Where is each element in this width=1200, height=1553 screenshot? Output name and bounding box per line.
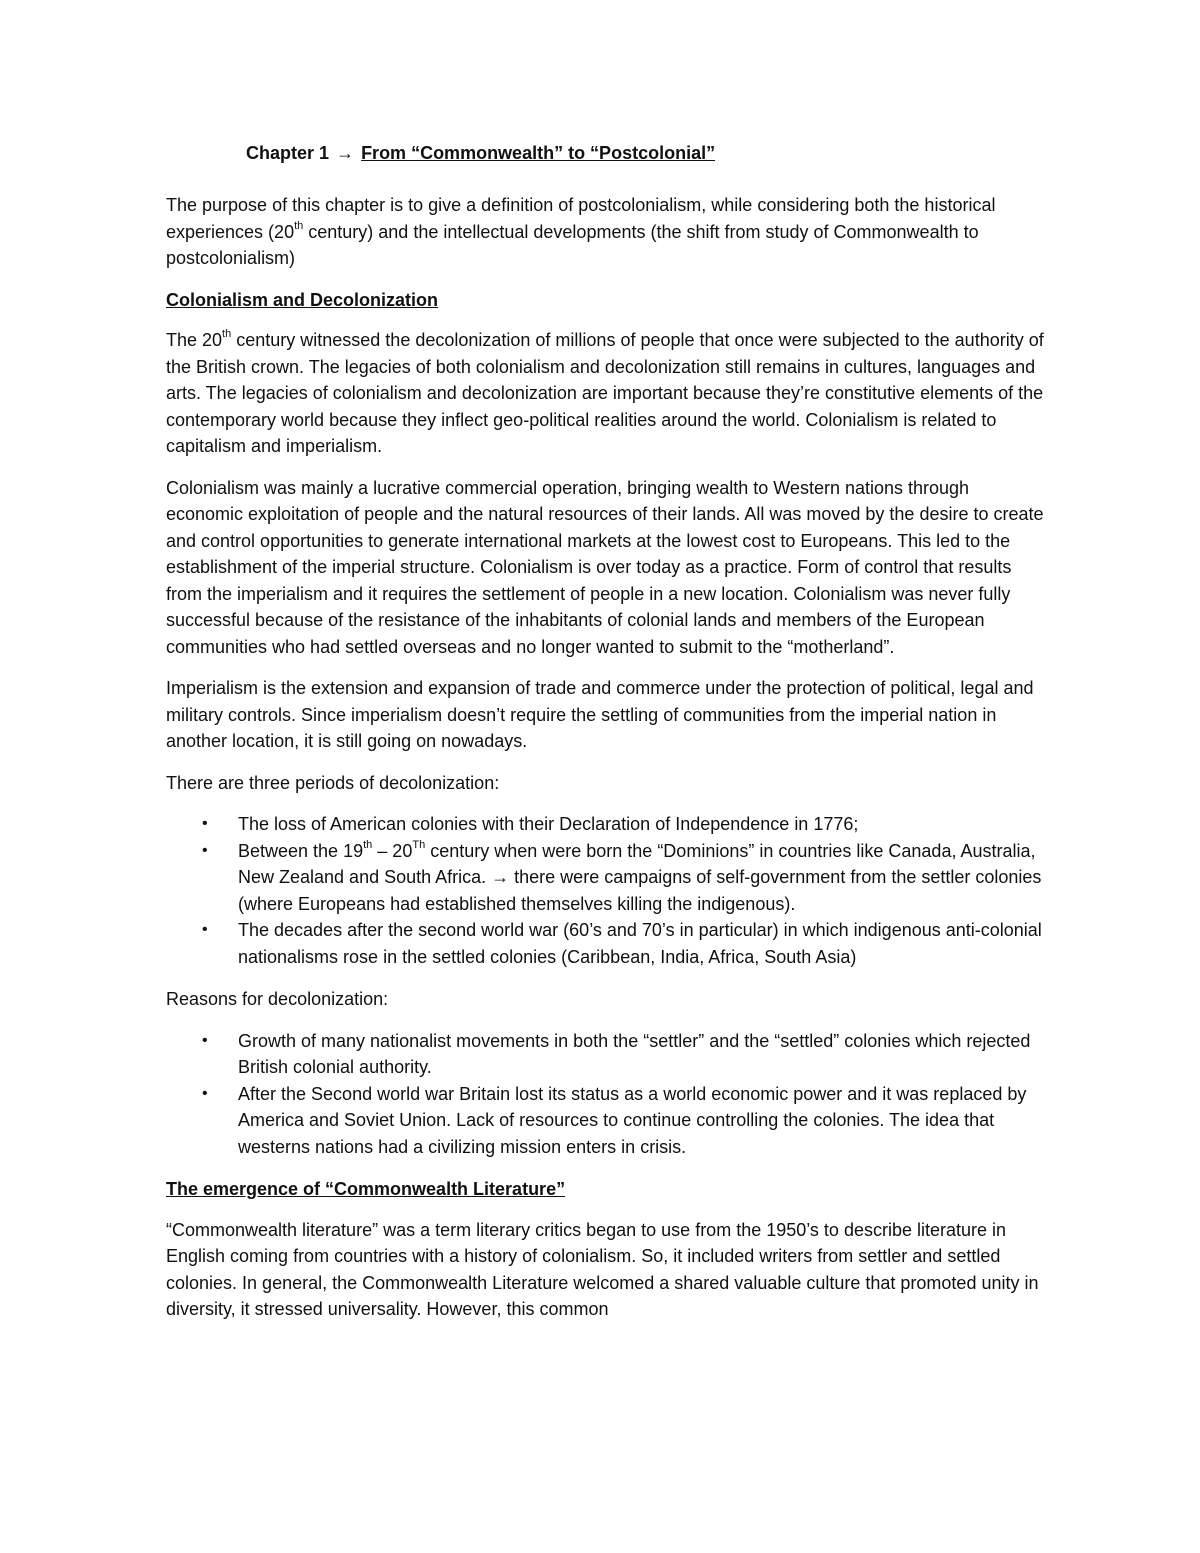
list-item: • Between the 19th – 20Th century when were born the “Dominions” in countries like Canada, Australia, New Zealand and South Africa. → there were campaigns of self-government from the settler colonies (where Europeans had established themselves killing the indigenous). bbox=[202, 838, 1042, 914]
chapter-subtitle: From “Commonwealth” to “Postcolonial” bbox=[361, 143, 716, 163]
arrow-right-icon: → bbox=[336, 143, 355, 163]
list-item: • The decades after the second world war (60’s and 70’s in particular) in which indigenous anti-colonial nationalisms rose in the settled colonies (Caribbean, India, Africa, South Asia) bbox=[166, 917, 1046, 970]
list-item: • After the Second world war Britain lost its status as a world economic power and it was replaced by America and Soviet Union. Lack of resources to continue controlling the colonies. The idea that westerns nations had a civilizing mission enters in crisis. bbox=[166, 1081, 1046, 1161]
bullet-icon: • bbox=[202, 1031, 208, 1049]
document-body bbox=[166, 140, 1046, 1338]
chapter-title bbox=[246, 140, 1046, 166]
section-heading-colonialism: Colonialism and Decolonization bbox=[166, 289, 439, 310]
chapter-label: Chapter 1 bbox=[246, 143, 330, 163]
bullet-icon: • bbox=[202, 815, 208, 832]
section-heading-commonwealth: The emergence of “Commonwealth Literature” bbox=[166, 1179, 566, 1199]
bullet-icon: • bbox=[202, 921, 208, 938]
list-item: • The loss of American colonies with their Declaration of Independence in 1776; bbox=[166, 811, 1046, 838]
paragraph-imperialism: Imperialism is the extension and expansion of trade and commerce under the protection of political, legal and military controls. Since imperialism doesn’t require the settling of communities from the imperial nation in another location, it is still going on nowadays. bbox=[166, 678, 1034, 751]
bullet-icon: • bbox=[202, 841, 208, 859]
reasons-list bbox=[166, 1028, 1046, 1161]
intro-paragraph: The purpose of this chapter is to give a definition of postcolonialism, while considering both the historical experiences (20th century) and the intellectual developments (the shift from study of Commonwealth to postcolonialism) bbox=[166, 195, 996, 268]
paragraph-colonialism: Colonialism was mainly a lucrative commercial operation, bringing wealth to Western nations through economic exploitation of people and the natural resources of their lands. All was moved by the desire to create and control opportunities to generate international markets at the lowest cost to Europeans. This led to the establishment of the imperial structure. Colonialism is over today as a practice. Form of control that results from the imperialism and it requires the settlement of people in a new location. Colonialism was never fully successful because of the resistance of the inhabitants of colonial lands and members of the European communities who had settled overseas and no longer wanted to submit to the “motherland”. bbox=[166, 477, 1044, 657]
arrow-right-icon: → bbox=[491, 867, 510, 887]
paragraph-twentieth-century: The 20th century witnessed the decolonization of millions of people that once were subjected to the authority of the British crown. The legacies of both colonialism and decolonization still remains in cultures, languages and arts. The legacies of colonialism and decolonization are important because they’re constitutive elements of the contemporary world because they inflect geo-political realities around the world. Colonialism is related to capitalism and imperialism. bbox=[166, 328, 1044, 456]
paragraph-commonwealth-literature: “Commonwealth literature” was a term literary critics began to use from the 1950’s to describe literature in English coming from countries with a history of colonialism. So, it included writers from settler and settled colonies. In general, the Commonwealth Literature welcomed a shared valuable culture that promoted unity in diversity, it stressed universality. However, this common bbox=[166, 1219, 1039, 1319]
periods-list bbox=[166, 811, 1046, 970]
bullet-icon: • bbox=[202, 1084, 208, 1102]
list-item: • Growth of many nationalist movements in both the “settler” and the “settled” colonies which rejected British colonial authority. bbox=[166, 1028, 1046, 1081]
reasons-intro: Reasons for decolonization: bbox=[166, 989, 389, 1009]
periods-intro: There are three periods of decolonization: bbox=[166, 772, 500, 793]
